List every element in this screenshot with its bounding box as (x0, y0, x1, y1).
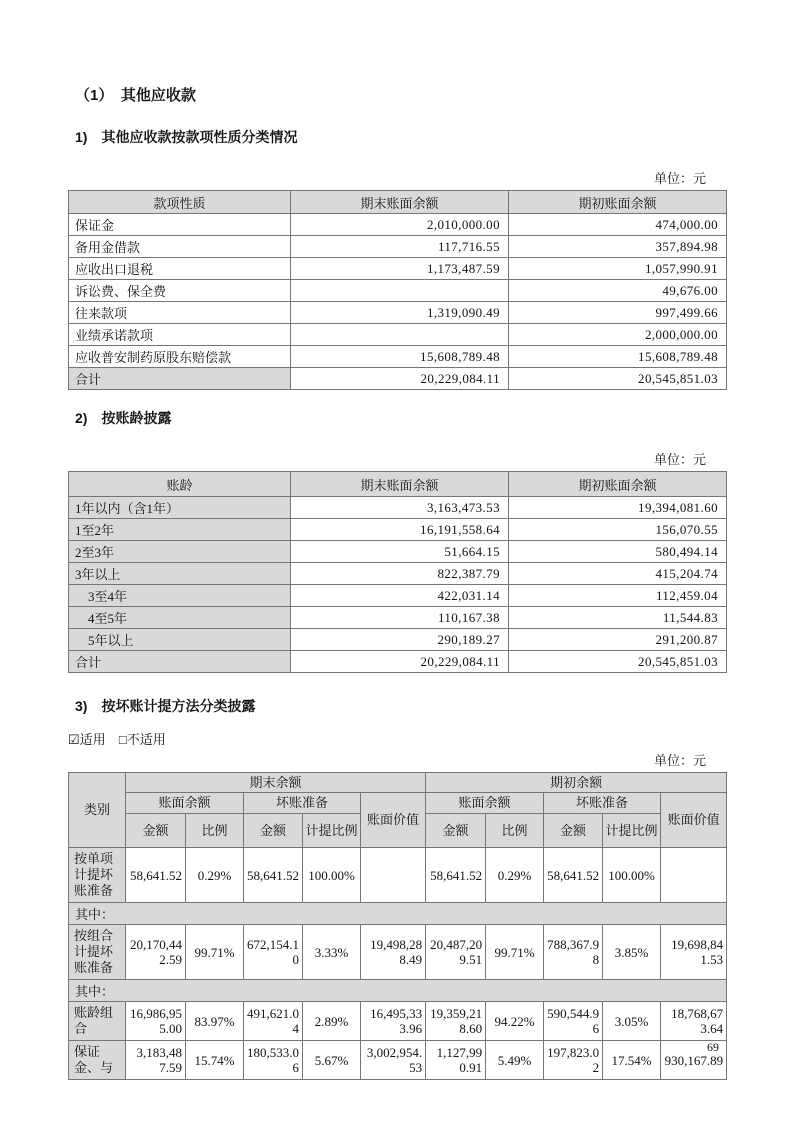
table-row (69, 497, 727, 519)
row-label-cell: 2至3年 (69, 541, 291, 563)
ending-balance-cell: 1,319,090.49 (291, 302, 509, 324)
amount-cell: 18,768,673.64 (661, 1002, 727, 1041)
row-label-cell: 4至5年 (69, 607, 291, 629)
heading-provision-method: 3) 按坏账计提方法分类披露 (75, 698, 256, 714)
beginning-balance-cell: 156,070.55 (509, 519, 727, 541)
amount-cell: 590,544.96 (544, 1002, 603, 1041)
column-header-provision-ratio: 计提比例 (603, 814, 661, 848)
table-row (69, 925, 727, 980)
column-header-amount: 金额 (126, 814, 186, 848)
ending-balance-cell: 822,387.79 (291, 563, 509, 585)
column-group-bad-debt-provision: 坏账准备 (244, 793, 361, 814)
beginning-balance-cell: 20,545,851.03 (509, 368, 727, 390)
amount-cell: 3,183,487.59 (126, 1041, 186, 1080)
column-header-provision-ratio: 计提比例 (303, 814, 361, 848)
beginning-balance-cell: 19,394,081.60 (509, 497, 727, 519)
not-applicable-checkbox-option: □不适用 (118, 732, 166, 747)
nature-classification-table (68, 190, 727, 390)
row-label-cell: 3至4年 (69, 585, 291, 607)
ratio-cell: 99.71% (186, 925, 244, 980)
amount-cell: 19,498,288.49 (361, 925, 426, 980)
beginning-balance-cell: 580,494.14 (509, 541, 727, 563)
amount-cell: 1,127,990.91 (426, 1041, 486, 1080)
row-label-cell: 业绩承诺款项 (69, 324, 291, 346)
column-header-amount: 金额 (426, 814, 486, 848)
column-header-ending-balance: 期末账面余额 (291, 191, 509, 214)
category-cell: 账龄组合 (69, 1002, 126, 1041)
beginning-balance-cell: 112,459.04 (509, 585, 727, 607)
column-header-book-value: 账面价值 (661, 793, 727, 848)
unit-label: 单位：元 (653, 452, 706, 467)
amount-cell (661, 848, 727, 903)
beginning-balance-cell: 1,057,990.91 (509, 258, 727, 280)
ratio-cell: 5.67% (303, 1041, 361, 1080)
ratio-cell: 2.89% (303, 1002, 361, 1041)
column-header-nature: 款项性质 (69, 191, 291, 214)
row-label-cell: 1至2年 (69, 519, 291, 541)
ending-balance-cell: 3,163,473.53 (291, 497, 509, 519)
ending-balance-cell: 117,716.55 (291, 236, 509, 258)
beginning-balance-cell: 357,894.98 (509, 236, 727, 258)
row-label-cell: 合计 (69, 368, 291, 390)
ratio-cell: 83.97% (186, 1002, 244, 1041)
column-header-beginning-balance: 期初账面余额 (509, 472, 727, 497)
column-header-aging: 账龄 (69, 472, 291, 497)
table-row (69, 280, 727, 302)
heading-aging-disclosure: 2) 按账龄披露 (75, 410, 172, 426)
amount-cell: 491,621.04 (244, 1002, 303, 1041)
amount-cell: 930,167.89 (661, 1041, 727, 1080)
ending-balance-cell: 1,173,487.59 (291, 258, 509, 280)
subheader-cell: 其中： (69, 980, 727, 1002)
column-header-amount: 金额 (244, 814, 303, 848)
beginning-balance-cell: 474,000.00 (509, 214, 727, 236)
table-row (69, 1041, 727, 1080)
heading-other-receivables: （1） 其他应收款 (75, 87, 196, 104)
beginning-balance-cell: 11,544.83 (509, 607, 727, 629)
amount-cell: 788,367.98 (544, 925, 603, 980)
table-row (69, 346, 727, 368)
ratio-cell: 0.29% (486, 848, 544, 903)
ratio-cell: 3.33% (303, 925, 361, 980)
beginning-balance-cell: 291,200.87 (509, 629, 727, 651)
beginning-balance-cell: 49,676.00 (509, 280, 727, 302)
column-header-ratio: 比例 (486, 814, 544, 848)
row-label-cell: 应收普安制药原股东赔偿款 (69, 346, 291, 368)
table-row (69, 585, 727, 607)
amount-cell: 58,641.52 (544, 848, 603, 903)
ending-balance-cell (291, 280, 509, 302)
table-row (69, 214, 727, 236)
table-header-row (69, 793, 727, 814)
amount-cell: 58,641.52 (426, 848, 486, 903)
heading-classification-by-nature: 1) 其他应收款按款项性质分类情况 (75, 129, 298, 145)
table-row (69, 1002, 727, 1041)
row-label-cell: 1年以内（含1年） (69, 497, 291, 519)
row-label-cell: 应收出口退税 (69, 258, 291, 280)
amount-cell (361, 848, 426, 903)
beginning-balance-cell: 20,545,851.03 (509, 651, 727, 673)
table-row (69, 607, 727, 629)
unit-label: 单位：元 (653, 171, 706, 186)
table-row (69, 651, 727, 673)
amount-cell: 20,170,442.59 (126, 925, 186, 980)
column-header-book-value: 账面价值 (361, 793, 426, 848)
ratio-cell: 3.85% (603, 925, 661, 980)
amount-cell: 180,533.06 (244, 1041, 303, 1080)
ratio-cell: 17.54% (603, 1041, 661, 1080)
table-row (69, 302, 727, 324)
table-row (69, 629, 727, 651)
column-header-ending-balance: 期末账面余额 (291, 472, 509, 497)
table-row (69, 324, 727, 346)
provision-method-table (68, 772, 727, 1080)
column-header-category: 类别 (69, 773, 126, 848)
ratio-cell: 94.22% (486, 1002, 544, 1041)
row-label-cell: 备用金借款 (69, 236, 291, 258)
table-header-row (69, 472, 727, 497)
row-label-cell: 诉讼费、保全费 (69, 280, 291, 302)
applicable-checkbox-option: ☑适用 (68, 732, 106, 747)
ending-balance-cell: 110,167.38 (291, 607, 509, 629)
table-row (69, 980, 727, 1002)
ratio-cell: 0.29% (186, 848, 244, 903)
ratio-cell: 99.71% (486, 925, 544, 980)
amount-cell: 58,641.52 (244, 848, 303, 903)
table-row (69, 903, 727, 925)
ending-balance-cell: 290,189.27 (291, 629, 509, 651)
table-header-row (69, 773, 727, 793)
table-row (69, 368, 727, 390)
row-label-cell: 3年以上 (69, 563, 291, 585)
ratio-cell: 15.74% (186, 1041, 244, 1080)
ending-balance-cell: 16,191,558.64 (291, 519, 509, 541)
column-group-bad-debt-provision: 坏账准备 (544, 793, 661, 814)
ending-balance-cell: 20,229,084.11 (291, 368, 509, 390)
ending-balance-cell: 2,010,000.00 (291, 214, 509, 236)
ratio-cell: 3.05% (603, 1002, 661, 1041)
aging-table (68, 471, 727, 673)
beginning-balance-cell: 2,000,000.00 (509, 324, 727, 346)
page-number: 69 (707, 1040, 719, 1054)
amount-cell: 672,154.10 (244, 925, 303, 980)
ending-balance-cell: 51,664.15 (291, 541, 509, 563)
table-row (69, 541, 727, 563)
ending-balance-cell: 15,608,789.48 (291, 346, 509, 368)
column-group-period-begin: 期初余额 (426, 773, 727, 793)
row-label-cell: 保证金 (69, 214, 291, 236)
unit-label: 单位：元 (653, 753, 706, 768)
row-label-cell: 合计 (69, 651, 291, 673)
ratio-cell: 5.49% (486, 1041, 544, 1080)
amount-cell: 3,002,954.53 (361, 1041, 426, 1080)
table-row (69, 236, 727, 258)
column-header-beginning-balance: 期初账面余额 (509, 191, 727, 214)
amount-cell: 58,641.52 (126, 848, 186, 903)
ratio-cell: 100.00% (303, 848, 361, 903)
column-group-book-balance: 账面余额 (126, 793, 244, 814)
category-cell: 保证金、与 (69, 1041, 126, 1080)
applicability-line (68, 732, 726, 748)
amount-cell: 197,823.02 (544, 1041, 603, 1080)
row-label-cell: 往来款项 (69, 302, 291, 324)
ending-balance-cell: 20,229,084.11 (291, 651, 509, 673)
table-header-row (69, 191, 727, 214)
amount-cell: 16,495,333.96 (361, 1002, 426, 1041)
table-row (69, 519, 727, 541)
beginning-balance-cell: 997,499.66 (509, 302, 727, 324)
ending-balance-cell: 422,031.14 (291, 585, 509, 607)
amount-cell: 20,487,209.51 (426, 925, 486, 980)
column-header-amount: 金额 (544, 814, 603, 848)
table-row (69, 848, 727, 903)
column-group-book-balance: 账面余额 (426, 793, 544, 814)
amount-cell: 16,986,955.00 (126, 1002, 186, 1041)
ending-balance-cell (291, 324, 509, 346)
ratio-cell: 100.00% (603, 848, 661, 903)
amount-cell: 19,359,218.60 (426, 1002, 486, 1041)
amount-cell: 19,698,841.53 (661, 925, 727, 980)
row-label-cell: 5年以上 (69, 629, 291, 651)
table-row (69, 258, 727, 280)
beginning-balance-cell: 415,204.74 (509, 563, 727, 585)
column-group-period-end: 期末余额 (126, 773, 426, 793)
table-row (69, 563, 727, 585)
category-cell: 按单项计提坏账准备 (69, 848, 126, 903)
beginning-balance-cell: 15,608,789.48 (509, 346, 727, 368)
category-cell: 按组合计提坏账准备 (69, 925, 126, 980)
subheader-cell: 其中： (69, 903, 727, 925)
column-header-ratio: 比例 (186, 814, 244, 848)
